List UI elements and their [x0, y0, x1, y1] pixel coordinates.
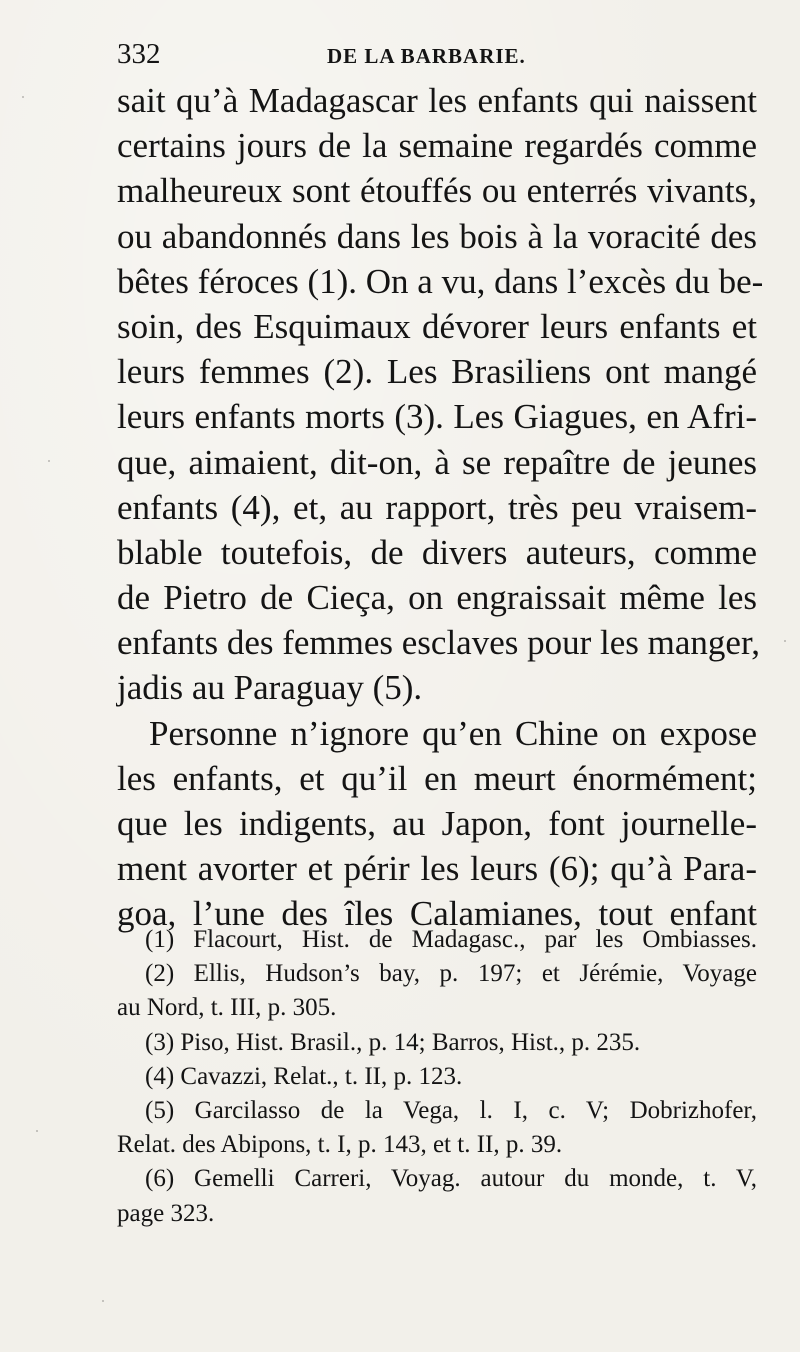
- footnote-line: (2) Ellis, Hudson’s bay, p. 197; et Jérémie, Voyage: [145, 960, 757, 988]
- text-line: ment avorter et périr les leurs (6); qu’à Para-: [117, 849, 757, 889]
- text-line: les enfants, et qu’il en meurt énormément;: [117, 758, 757, 798]
- text-line: que, aimaient, dit-on, à se repaître de jeunes: [117, 442, 757, 482]
- footnote-line: (5) Garcilasso de la Vega, l. I, c. V; Dobrizhofer,: [145, 1096, 757, 1124]
- text-line: soin, des Esquimaux dévorer leurs enfants et: [117, 306, 757, 346]
- page-header: [117, 36, 757, 72]
- text-line: enfants des femmes esclaves pour les manger,: [117, 623, 760, 663]
- text-line: de Pietro de Cieça, on engraissait même les: [117, 578, 757, 618]
- footnote-line: (4) Cavazzi, Relat., t. II, p. 123.: [145, 1062, 463, 1090]
- main-text: [117, 78, 764, 937]
- footnote-line: page 323.: [117, 1199, 215, 1227]
- text-line: leurs femmes (2). Les Brasiliens ont mangé: [117, 352, 757, 392]
- footnote-line: (1) Flacourt, Hist. de Madagasc., par les Ombiasses.: [145, 926, 757, 953]
- paper-speck: [36, 1130, 38, 1132]
- text-line: leurs enfants morts (3). Les Giagues, en Afri-: [117, 397, 757, 437]
- text-line: blable toutefois, de divers auteurs, comme: [117, 532, 757, 572]
- footnote-line: (6) Gemelli Carreri, Voyag. autour du monde, t. V,: [145, 1165, 757, 1193]
- text-line: certains jours de la semaine regardés comme: [117, 126, 757, 166]
- text-line: ou abandonnés dans les bois à la voracité des: [117, 216, 757, 256]
- text-line: enfants (4), et, au rapport, très peu vraisem-: [117, 487, 757, 527]
- text-line: que les indigents, au Japon, font journelle-: [117, 804, 757, 843]
- footnotes: [117, 923, 757, 1231]
- text-line: Personne n’ignore qu’en Chine on expose: [149, 713, 757, 753]
- paper-speck: [102, 1300, 104, 1302]
- text-line: sait qu’à Madagascar les enfants qui naissent: [117, 81, 757, 120]
- running-head: DE LA BARBARIE.: [327, 44, 526, 68]
- footnote-line: (3) Piso, Hist. Brasil., p. 14; Barros, Hist., p. 235.: [145, 1028, 641, 1056]
- text-line: bêtes féroces (1). On a vu, dans l’excès du be-: [117, 261, 764, 301]
- text-line: malheureux sont étouffés ou enterrés vivants,: [117, 171, 757, 211]
- footnote-line: Relat. des Abipons, t. I, p. 143, et t. II, p. 39.: [117, 1131, 563, 1159]
- text-line: jadis au Paraguay (5).: [117, 668, 423, 708]
- paper-speck: [48, 460, 50, 462]
- footnote-line: au Nord, t. III, p. 305.: [117, 994, 337, 1022]
- paper-speck: [22, 96, 24, 98]
- page-number: 332: [117, 38, 161, 70]
- paper-speck: [784, 640, 786, 642]
- text-line: goa, l’une des îles Calamianes, tout enfant: [117, 894, 757, 934]
